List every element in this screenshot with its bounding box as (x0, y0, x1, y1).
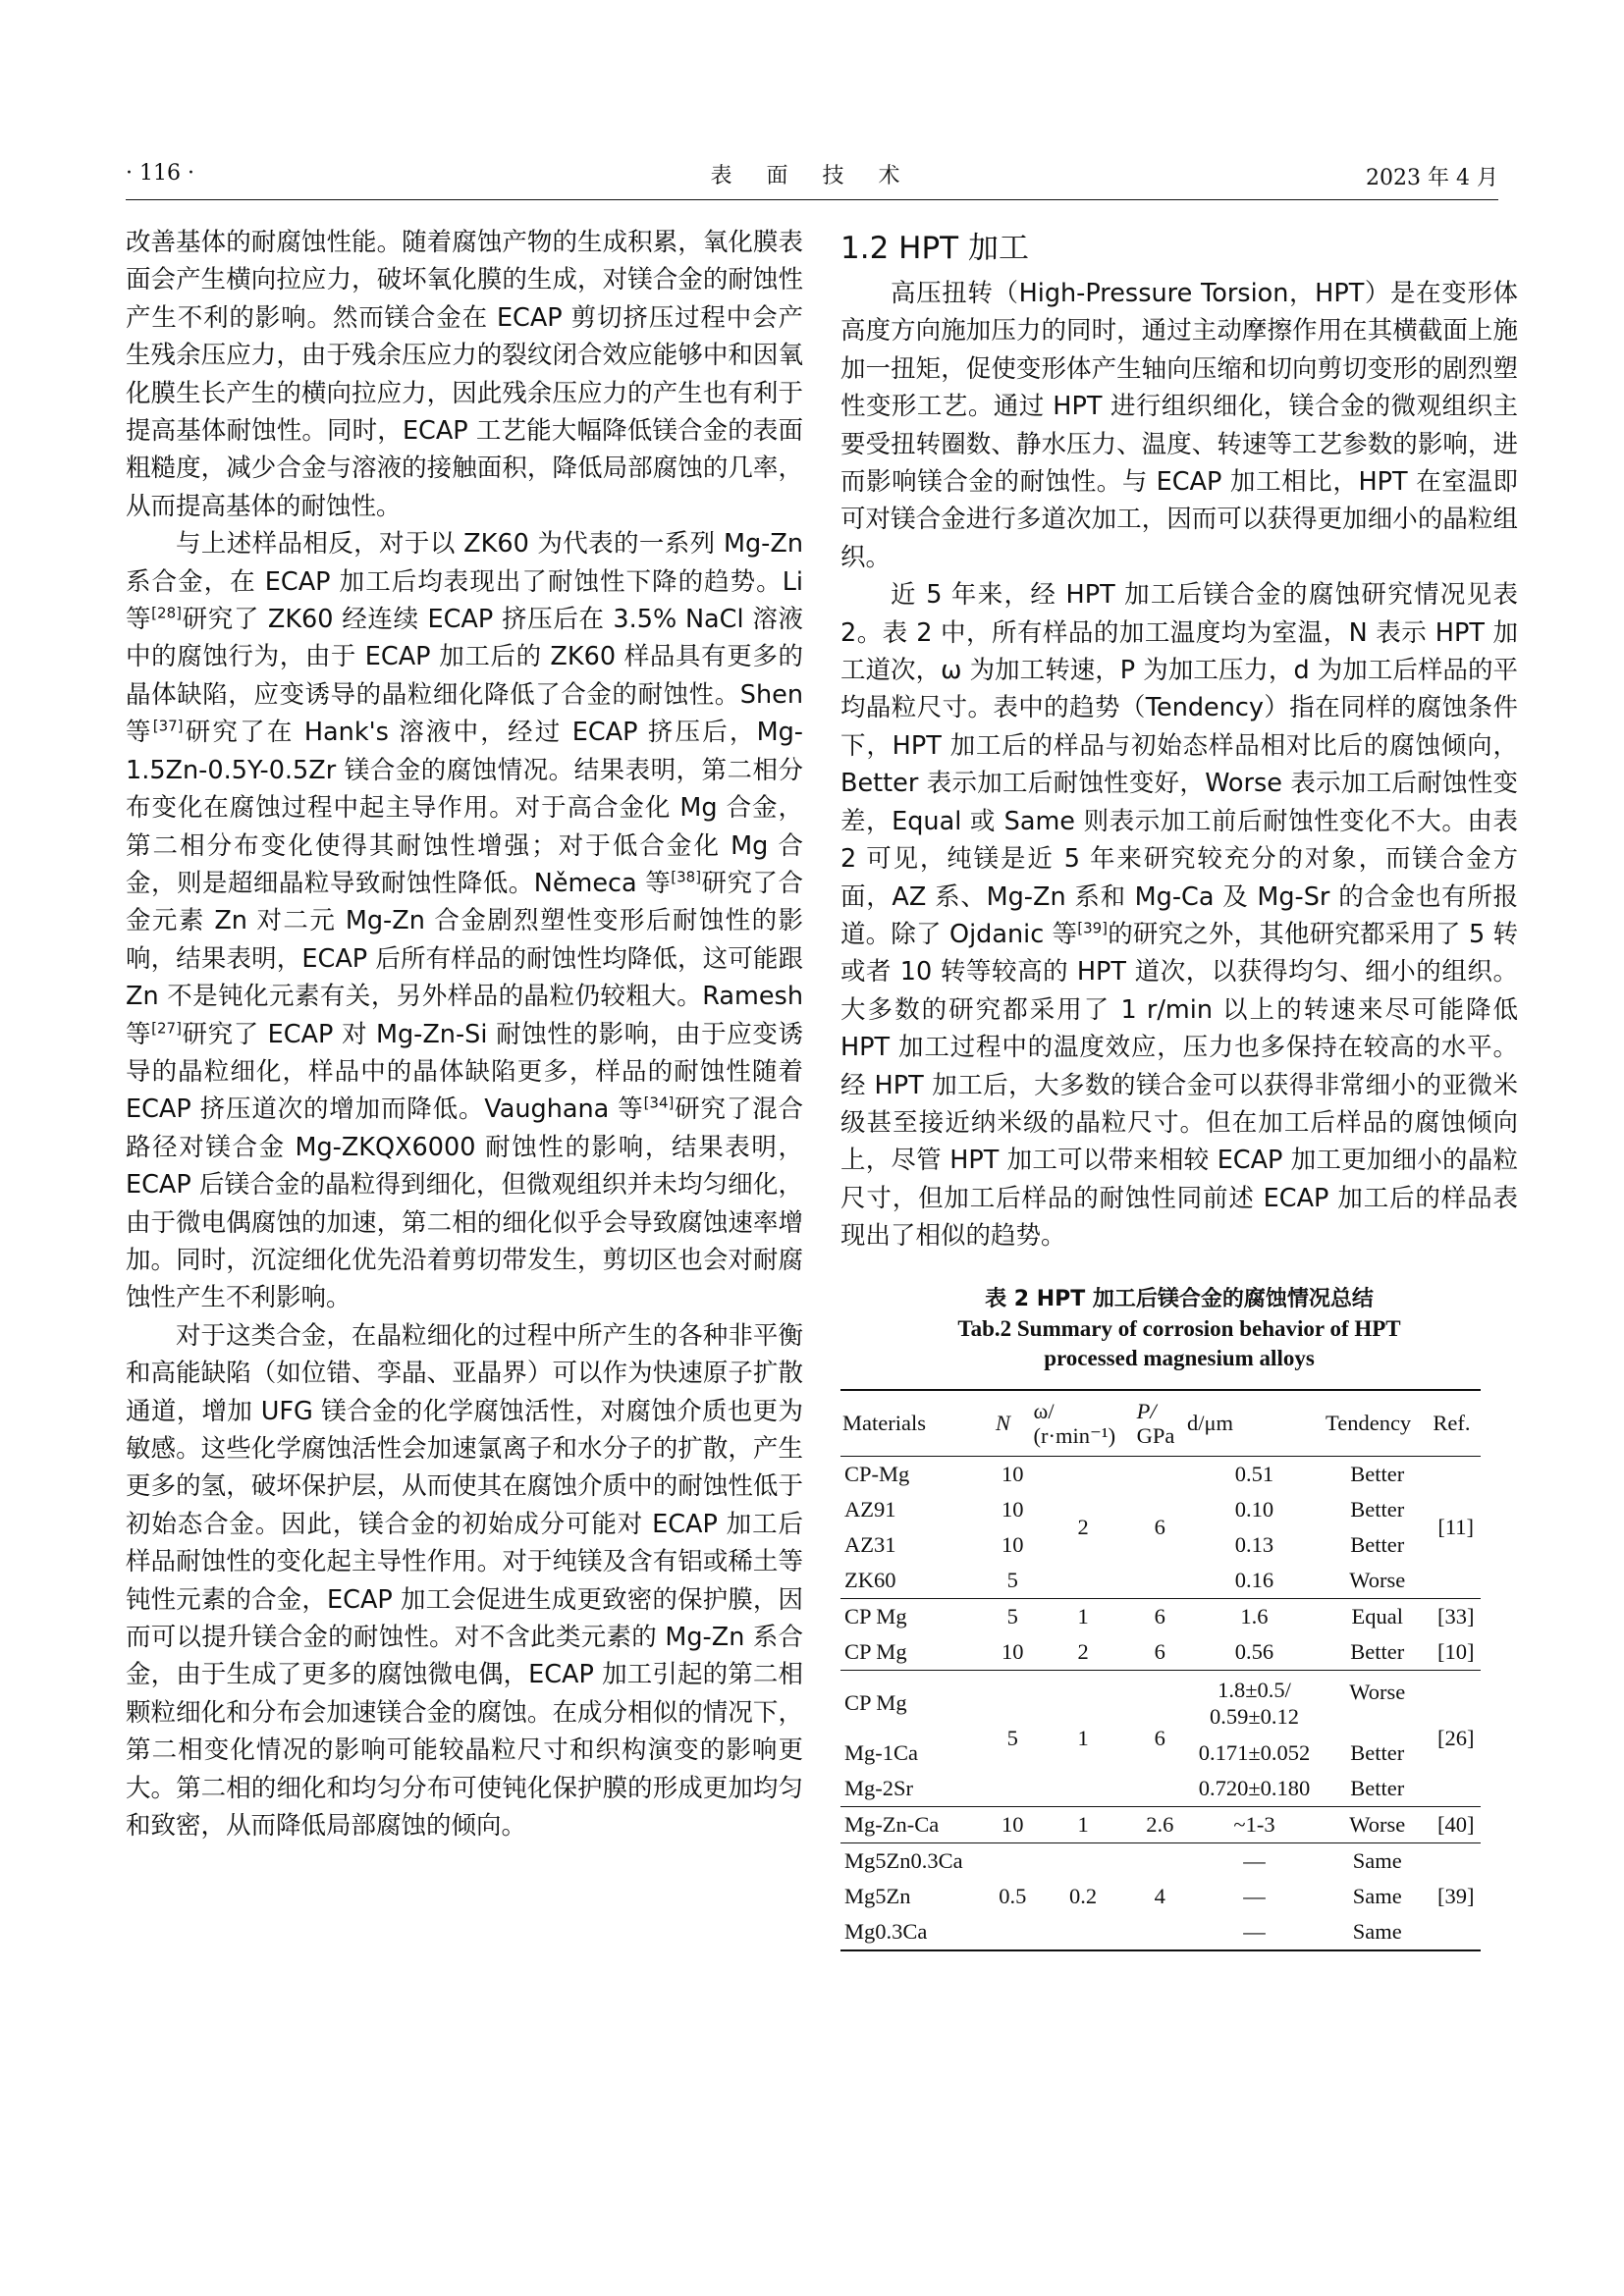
citation-ref: [27] (151, 1019, 182, 1038)
cell-tendency: Better (1350, 1496, 1405, 1522)
cell-p: 6 (1154, 1514, 1165, 1539)
cell-d: 0.16 (1234, 1567, 1274, 1592)
cell-omega: 0.2 (1069, 1883, 1098, 1908)
corrosion-table (840, 1389, 1481, 1951)
cell-material: AZ91 (844, 1496, 896, 1522)
cell-n: 10 (1001, 1638, 1024, 1664)
cell-tendency: Better (1350, 1775, 1405, 1800)
text-run: 研究了 ZK60 经连续 ECAP 挤压后在 3.5% NaCl 溶液中的腐蚀行为，由于 ECAP 加工后的 ZK60 样品具有更多的晶体缺陷，应变诱导的晶粒细化降低了合金的耐蚀性。Shen 等 (126, 605, 803, 748)
col-d: d/μm (1186, 1411, 1234, 1436)
cell-ref: [11] (1437, 1514, 1475, 1539)
table-row (840, 1806, 1481, 1842)
cell-tendency: Equal (1351, 1603, 1403, 1629)
table-row (840, 1456, 1481, 1492)
cell-d: 0.171±0.052 (1198, 1739, 1311, 1765)
paragraph-mg-zn-ecap (126, 525, 803, 1317)
cell-n: 10 (1001, 1461, 1024, 1486)
cell-omega: 1 (1077, 1725, 1089, 1750)
col-p (1135, 1390, 1185, 1457)
cell-n: 10 (1001, 1496, 1024, 1522)
cell-material: Mg-1Ca (844, 1739, 918, 1765)
cell-d-line-2: 0.59±0.12 (1209, 1703, 1300, 1729)
paragraph-hpt-review (840, 576, 1518, 1255)
text-run: 研究了在 Hank's 溶液中，经过 ECAP 挤压后，Mg-1.5Zn-0.5Y-0.5Zr 镁合金的腐蚀情况。结果表明，第二相分布变化在腐蚀过程中起主导作用。对于高合金化 Mg 合金，第二相分布变化使得其耐蚀性增强；对于低合金化 Mg 合金，则是超细晶粒导致耐蚀性降低。Němeca 等 (126, 718, 803, 898)
col-p-unit: GPa (1136, 1422, 1175, 1448)
col-ref: Ref. (1433, 1411, 1471, 1436)
cell-omega: 2 (1077, 1638, 1089, 1664)
cell-ref: [39] (1436, 1883, 1475, 1908)
cell-d: ~1-3 (1233, 1811, 1275, 1837)
cell-material: Mg-2Sr (844, 1775, 914, 1800)
cell-tendency: Same (1352, 1918, 1402, 1944)
cell-ref: [26] (1436, 1725, 1475, 1750)
page-number: · 116 · (126, 161, 194, 186)
right-column (840, 224, 1518, 1951)
cell-n: 5 (1006, 1725, 1018, 1750)
table-row (840, 1670, 1481, 1735)
cell-material: Mg5Zn0.3Ca (844, 1847, 963, 1873)
cell-n: 5 (1006, 1567, 1018, 1592)
cell-p: 2.6 (1146, 1811, 1174, 1837)
cell-d: 0.13 (1234, 1531, 1274, 1557)
cell-d-line-1: 1.8±0.5/ (1218, 1677, 1291, 1702)
cell-tendency: Worse (1349, 1567, 1406, 1592)
cell-d: 1.6 (1240, 1603, 1269, 1629)
cell-d (1185, 1670, 1324, 1735)
citation-ref: [38] (671, 868, 702, 886)
cell-material: AZ31 (844, 1531, 896, 1557)
cell-material: ZK60 (844, 1567, 896, 1592)
citation-ref: [37] (152, 717, 184, 735)
cell-n: 5 (1006, 1603, 1018, 1629)
text-run: 研究了 ECAP 对 Mg-Zn-Si 耐蚀性的影响，由于应变诱导的晶粒细化，样品中的晶体缺陷更多，样品的耐蚀性随着 ECAP 挤压道次的增加而降低。Vaughana 等 (126, 1019, 803, 1125)
cell-ref: [40] (1436, 1811, 1475, 1837)
table-caption-zh: 表 2 HPT 加工后镁合金的腐蚀情况总结 (985, 1286, 1374, 1311)
cell-tendency: Better (1350, 1461, 1405, 1486)
col-omega-symbol: ω/ (1033, 1398, 1055, 1423)
cell-p: 6 (1154, 1638, 1165, 1664)
cell-p: 6 (1154, 1725, 1165, 1750)
cell-material: CP Mg (844, 1689, 907, 1715)
cell-material: CP-Mg (844, 1461, 910, 1486)
cell-tendency: Worse (1349, 1811, 1406, 1837)
paragraph-hpt-intro: 高压扭转（High-Pressure Torsion，HPT）是在变形体高度方向施加压力的同时，通过主动摩擦作用在其横截面上施加一扭矩，促使变形体产生轴向压缩和切向剪切变形的剧烈塑性变形工艺。通过 HPT 进行组织细化，镁合金的微观组织主要受扭转圈数、静水压力、温度、转速等工艺参数的影响，进而影响镁合金的耐蚀性。与 ECAP 加工相比，HPT 在室温即可对镁合金进行多道次加工，因而可以获得更加细小的晶粒组织。 (840, 279, 1518, 572)
cell-tendency: Worse (1349, 1679, 1406, 1704)
table-group-1 (840, 1456, 1481, 1598)
cell-ref: [33] (1436, 1603, 1475, 1629)
text-run: 的研究之外，其他研究都采用了 5 转或者 10 转等较高的 HPT 道次，以获得均匀、细小的组织。大多数的研究都采用了 1 r/min 以上的转速来尽可能降低 HPT 加工过程中的温度效应，压力也多保持在较高的水平。经 HPT 加工后，大多数的镁合金可以获得非常细小的亚微米级甚至接近纳米级的晶粒尺寸。但在加工后样品的腐蚀倾向上，尽管 HPT 加工可以带来相较 ECAP 加工更加细小的晶粒尺寸，但加工后样品的耐蚀性同前述 ECAP 加工后的样品表现出了相似的趋势。 (840, 919, 1519, 1252)
col-tendency: Tendency (1326, 1411, 1412, 1436)
table-caption-en-1: Tab.2 Summary of corrosion behavior of HPT (957, 1315, 1401, 1341)
table-group-3 (840, 1670, 1481, 1806)
page-header (126, 157, 1498, 196)
table-group-5 (840, 1842, 1481, 1950)
cell-n: 10 (1001, 1531, 1024, 1557)
cell-material: Mg-Zn-Ca (844, 1811, 940, 1837)
cell-p: 6 (1154, 1603, 1165, 1629)
citation-ref: [39] (1077, 919, 1109, 937)
text-run: 与上述样品相反，对于以 ZK60 为代表的一系列 Mg-Zn 系合金，在 ECAP 加工后均表现出了耐蚀性下降的趋势。Li 等 (126, 529, 803, 635)
table-row (840, 1634, 1481, 1671)
table-group-4 (840, 1806, 1481, 1842)
cell-material: CP Mg (844, 1603, 907, 1629)
text-run: 近 5 年来，经 HPT 加工后镁合金的腐蚀研究情况见表 2。表 2 中，所有样品的加工温度均为室温，N 表示 HPT 加工道次，ω 为加工转速，P 为加工压力，d 为加工后样品的平均晶粒尺寸。表中的趋势（Tendency）指在同样的腐蚀条件下，HPT 加工后的样品与初始态样品相对比后的腐蚀倾向，Better 表示加工后耐蚀性变好，Worse 表示加工后耐蚀性变差，Equal 或 Same 则表示加工前后耐蚀性变化不大。由表 2 可见，纯镁是近 5 年来研究较充分的对象，而镁合金方面，AZ 系、Mg-Zn 系和 Mg-Ca 及 Mg-Sr 的合金也有所报道。除了 Ojdanic 等 (840, 580, 1518, 949)
cell-omega: 2 (1077, 1514, 1089, 1539)
cell-p: 4 (1154, 1883, 1165, 1908)
cell-tendency: Same (1352, 1883, 1402, 1908)
left-column (126, 224, 803, 2187)
citation-ref: [34] (643, 1094, 675, 1112)
cell-d: — (1243, 1918, 1266, 1944)
citation-ref: [28] (151, 604, 182, 622)
text-run: 研究了合金元素 Zn 对二元 Mg-Zn 合金剧烈塑性变形后耐蚀性的影响，结果表明，ECAP 后所有样品的耐蚀性均降低，这可能跟 Zn 不是钝化元素有关，另外样品的晶粒仍较粗大。Ramesh 等 (126, 868, 803, 1049)
cell-tendency: Same (1352, 1847, 1402, 1873)
table-row (840, 1842, 1481, 1879)
cell-omega: 1 (1077, 1603, 1089, 1629)
table-header-row (840, 1390, 1481, 1457)
cell-tendency: Better (1350, 1531, 1405, 1557)
cell-n: 0.5 (999, 1883, 1027, 1908)
cell-ref: [10] (1436, 1638, 1475, 1664)
table-caption (840, 1285, 1518, 1373)
table-caption-en-2: processed magnesium alloys (1044, 1345, 1315, 1370)
journal-name: 表 面 技 术 (710, 164, 914, 188)
cell-material: CP Mg (844, 1638, 907, 1664)
cell-d: 0.720±0.180 (1198, 1775, 1311, 1800)
cell-tendency: Better (1350, 1638, 1405, 1664)
table-row (840, 1598, 1481, 1634)
cell-material: Mg0.3Ca (844, 1918, 928, 1944)
col-n: N (996, 1411, 1011, 1436)
cell-d: — (1243, 1883, 1266, 1908)
cell-d: 0.51 (1234, 1461, 1274, 1486)
cell-tendency: Better (1350, 1739, 1405, 1765)
paragraph-continued: 改善基体的耐腐蚀性能。随着腐蚀产物的生成积累，氧化膜表面会产生横向拉应力，破坏氧化膜的生成，对镁合金的耐蚀性产生不利的影响。然而镁合金在 ECAP 剪切挤压过程中会产生残余压应力，由于残余压应力的裂纹闭合效应能够中和因氧化膜生长产生的横向拉应力，因此残余压应力的产生也有利于提高基体耐蚀性。同时，ECAP 工艺能大幅降低镁合金的表面粗糙度，减少合金与溶液的接触面积，降低局部腐蚀的几率，从而提高基体的耐蚀性。 (126, 228, 803, 521)
cell-material: Mg5Zn (844, 1883, 911, 1908)
col-omega-unit: (r·min⁻¹) (1033, 1422, 1116, 1448)
issue-date: 2023 年 4 月 (1366, 166, 1498, 190)
table-group-2 (840, 1598, 1481, 1670)
cell-d: 0.56 (1234, 1638, 1274, 1664)
paragraph-alloy-defects: 对于这类合金，在晶粒细化的过程中所产生的各种非平衡和高能缺陷（如位错、孪晶、亚晶界）可以作为快速原子扩散通道，增加 UFG 镁合金的化学腐蚀活性，对腐蚀介质也更为敏感。这些化学腐蚀活性会加速氯离子和水分子的扩散，产生更多的氢，破坏保护层，从而使其在腐蚀介质中的耐蚀性低于初始态合金。因此，镁合金的初始成分可能对 ECAP 加工后样品耐蚀性的变化起主导性作用。对于纯镁及含有铝或稀土等钝性元素的合金，ECAP 加工会促进生成更致密的保护膜，因而可以提升镁合金的耐蚀性。对不含此类元素的 Mg-Zn 系合金，由于生成了更多的腐蚀微电偶，ECAP 加工引起的第二相颗粒细化和分布会加速镁合金的腐蚀。在成分相似的情况下，第二相变化情况的影响可能较晶粒尺寸和织构演变的影响更大。第二相的细化和均匀分布可使钝化保护膜的形成更加均匀和致密，从而降低局部腐蚀的倾向。 (126, 1320, 803, 1842)
cell-n: 10 (1001, 1811, 1024, 1837)
col-p-symbol: P/ (1136, 1398, 1157, 1423)
cell-d: 0.10 (1234, 1496, 1274, 1522)
cell-omega: 1 (1077, 1811, 1089, 1837)
col-materials: Materials (842, 1411, 926, 1436)
col-omega (1032, 1390, 1135, 1457)
cell-d: — (1243, 1847, 1266, 1873)
header-rule (126, 199, 1498, 200)
section-title: 1.2 HPT 加工 (840, 231, 1029, 266)
text-run: 研究了混合路径对镁合金 Mg-ZKQX6000 耐蚀性的影响，结果表明，ECAP 后镁合金的晶粒得到细化，但微观组织并未均匀细化，由于微电偶腐蚀的加速，第二相的细化似乎会导致腐蚀速率增加。同时，沉淀细化优先沿着剪切带发生，剪切区也会对耐腐蚀性产生不利影响。 (126, 1095, 803, 1313)
